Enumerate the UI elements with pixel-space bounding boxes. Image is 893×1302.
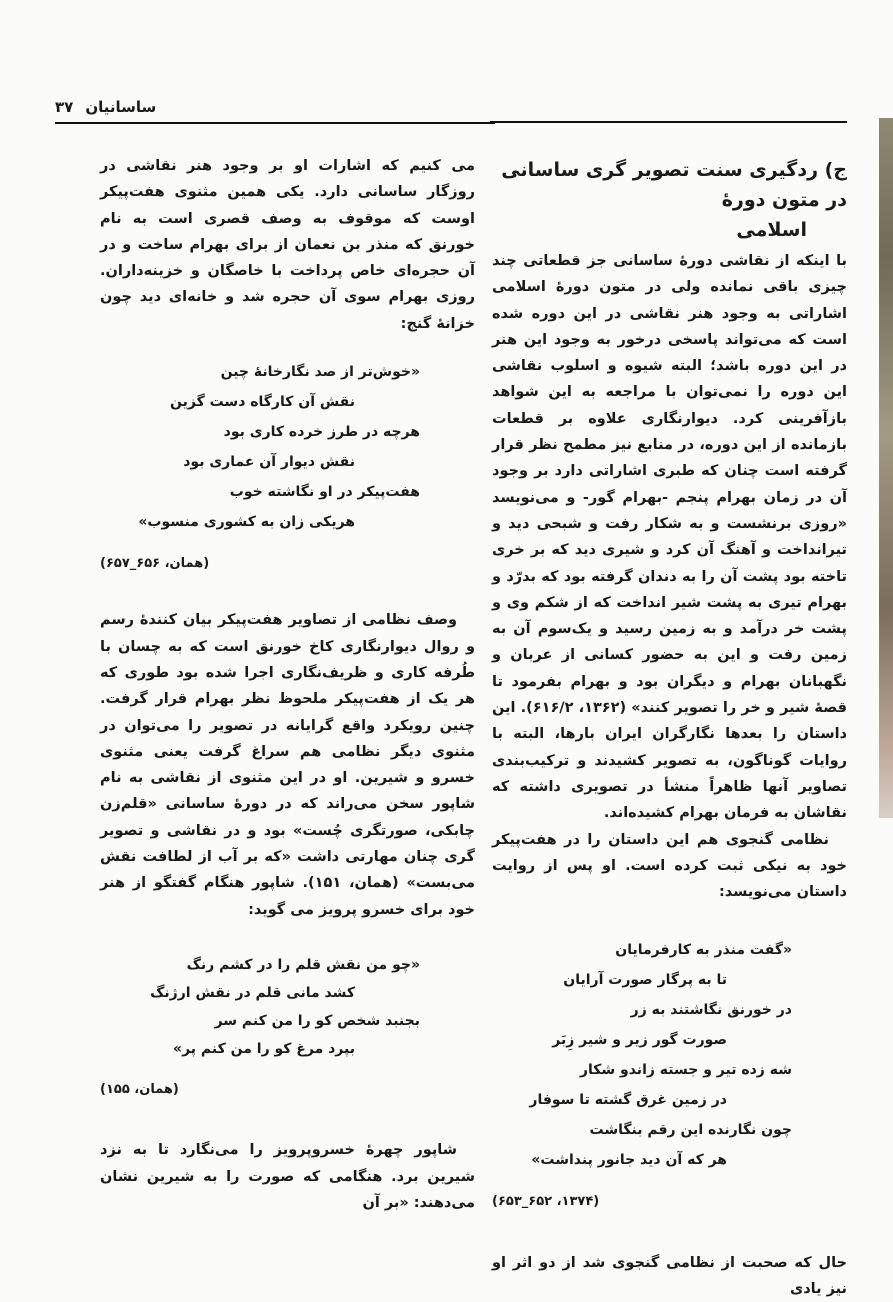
verse-line: «گفت منذر به کارفرمایان <box>615 942 792 959</box>
verse-line: «چو من نقش قلم را در کشم رنگ <box>186 956 420 973</box>
heading-line-2: اسلامی <box>736 219 807 241</box>
verse-line: بپرد مرغ کو را من کنم پر» <box>173 1040 355 1057</box>
left-column <box>100 153 475 1216</box>
verse-line: تا به پرگار صورت آرایان <box>563 972 727 989</box>
adjacent-page-edge <box>879 118 893 818</box>
header-rule-right <box>490 121 847 123</box>
paragraph: وصف نظامی از تصاویر هفت‌پیکر بیان کنندهٔ رسم و روال دیوارنگاری کاخ خورنق است که به چسان با طُرفه کاری و ظریف‌نگاری اجرا شده بود طوری که هر یک از هفت‌پیکر ملحوظ نظر بهرام قرار گرفت. چنین رویکرد واقع گرایانه در تصویر را می‌توان در مثنوی دیگر نظامی هم سراغ گرفت یعنی مثنوی خسرو و شیرین. او در این مثنوی از نقاشی به نام شاپور سخن می‌راند که در دورهٔ ساسانی «قلم‌زن چابکی، صورتگری چُست» بود و در نقاشی و تصویر گری چنان مهارتی داشت «که بر آب از لطافت نقش می‌بست» (همان، ۱۵۱). شاپور هنگام گفتگو از هنر خود برای خسرو پرویز می گوید: <box>100 612 476 918</box>
right-column <box>492 155 847 1302</box>
paragraph: می کنیم که اشارات او بر وجود هنر نقاشی در روزگار ساسانی دارد. یکی همین مثنوی هفت‌پیکر اوست که موقوف به وصف قصری است به نام خورنق که منذر بن نعمان از برای بهرام ساخت و در آن حجره‌ای خاص پرداخت با خاصگان و خزینه‌داران. روزی بهرام سوی آن حجره شد و خانه‌ای دید چون خزانهٔ گنج: <box>100 158 475 332</box>
verse-block <box>100 951 475 1063</box>
paragraph: نظامی گنجوی هم این داستان را در هفت‌پیکر خود به نیکی ثبت کرده است. او پس از روایت داستان می‌نویسد: <box>492 831 847 901</box>
section-title: ساسانیان <box>85 98 157 116</box>
verse-line: هریکی زان به کشوری منسوب» <box>138 514 355 531</box>
citation: (همان، ۶۵۶_۶۵۷) <box>100 556 210 572</box>
verse-line: شه زده تیر و جسته زاندو شکار <box>579 1062 792 1079</box>
verse-line: نقش دیوار آن عماری بود <box>183 454 355 471</box>
verse-block <box>100 357 475 537</box>
verse-line: هر که آن دید جانور پنداشت» <box>531 1152 727 1169</box>
verse-line: چون نگارنده این رقم بنگاشت <box>589 1122 792 1139</box>
paragraph: شاپور چهرهٔ خسروپرویز را می‌نگارد تا به نزد شیرین برد. هنگامی که صورت را به شیرین نشان می‌دهند: «بر آن <box>100 1142 475 1211</box>
verse-line: در خورنق نگاشتند به زر <box>630 1002 792 1019</box>
citation: (۱۳۷۴، ۶۵۲_۶۵۳) <box>492 1194 600 1210</box>
verse-line: هفت‌پیکر در او نگاشته خوب <box>229 484 420 501</box>
heading-line-1: ج) ردگیری سنت تصویر گری ساسانی در متون دورهٔ <box>501 159 847 211</box>
verse-line: صورت گور زیر و شیر زِبَر <box>552 1032 727 1049</box>
verse-line: بجنبد شخص کو را من کنم سر <box>214 1012 420 1029</box>
verse-line: «خوش‌تر از صد نگارخانهٔ چین <box>220 364 420 381</box>
header-rule <box>55 122 495 124</box>
verse-line: کشد مانی قلم در نقش ارژنگ <box>150 984 355 1001</box>
paragraph: با اینکه از نقاشی دورهٔ ساسانی جز قطعاتی چند چیزی باقی نمانده ولی در متون دورهٔ اسلامی اشاراتی به وجود هنر نقاشی در این دوره شده است که می‌تواند پاسخی درخور به وجود این هنر در این دوره باشد؛ البته شیوه و اسلوب نقاشی این دوره را نمی‌توان با مراجعه به این شواهد بازآفرینی کرد. دیوارنگاری علاوه بر قطعات بازمانده از این دوره، در منابع نیز مطمح نظر قرار گرفته است چنان که طبری اشاراتی دارد بر وجود آن در زمان بهرام پنجم -بهرام گور- و می‌نویسد «روزی برنشست و به شکار رفت و شبحی دید و تیرانداخت و آهنگ آن کرد و شیری دید که بر خری تاخته بود پشت آن را به دندان گرفته بود که بدرّد و بهرام تیری به پشت شیر انداخت که از شکم وی و پشت خر درآمد و به زمین رسید و یک‌سوم آن به زمین رفت و این به حضور کسانی از عربان و نگهبانان بهرام و دیگران بود و بهرام بفرمود تا قصهٔ شیر و خر را تصویر کنند» (۱۳۶۲، ۶۱۶/۲). این داستان را بعدها نگارگران ایران بارها، البته با روایات گوناگون، به تصویر کشیدند و ترکیب‌بندی تصاویر آنها ظاهراً منشأ در تصویری داشته که نقاشان به فرمان بهرام کشیده‌اند. <box>492 253 847 822</box>
verse-line: هرچه در طرز خرده کاری بود <box>223 424 420 441</box>
citation: (همان، ۱۵۵) <box>100 1081 179 1097</box>
section-heading <box>492 155 847 245</box>
running-head <box>55 98 156 116</box>
paragraph: حال که صحبت از نظامی گنجوی شد از دو اثر او نیز یادی <box>492 1254 847 1298</box>
page-number: ۳۷ <box>55 98 74 116</box>
verse-block <box>492 935 847 1175</box>
verse-line: نقش آن کارگاه دست گزین <box>170 394 355 411</box>
verse-line: در زمین غرق گشته تا سوفار <box>529 1092 727 1109</box>
